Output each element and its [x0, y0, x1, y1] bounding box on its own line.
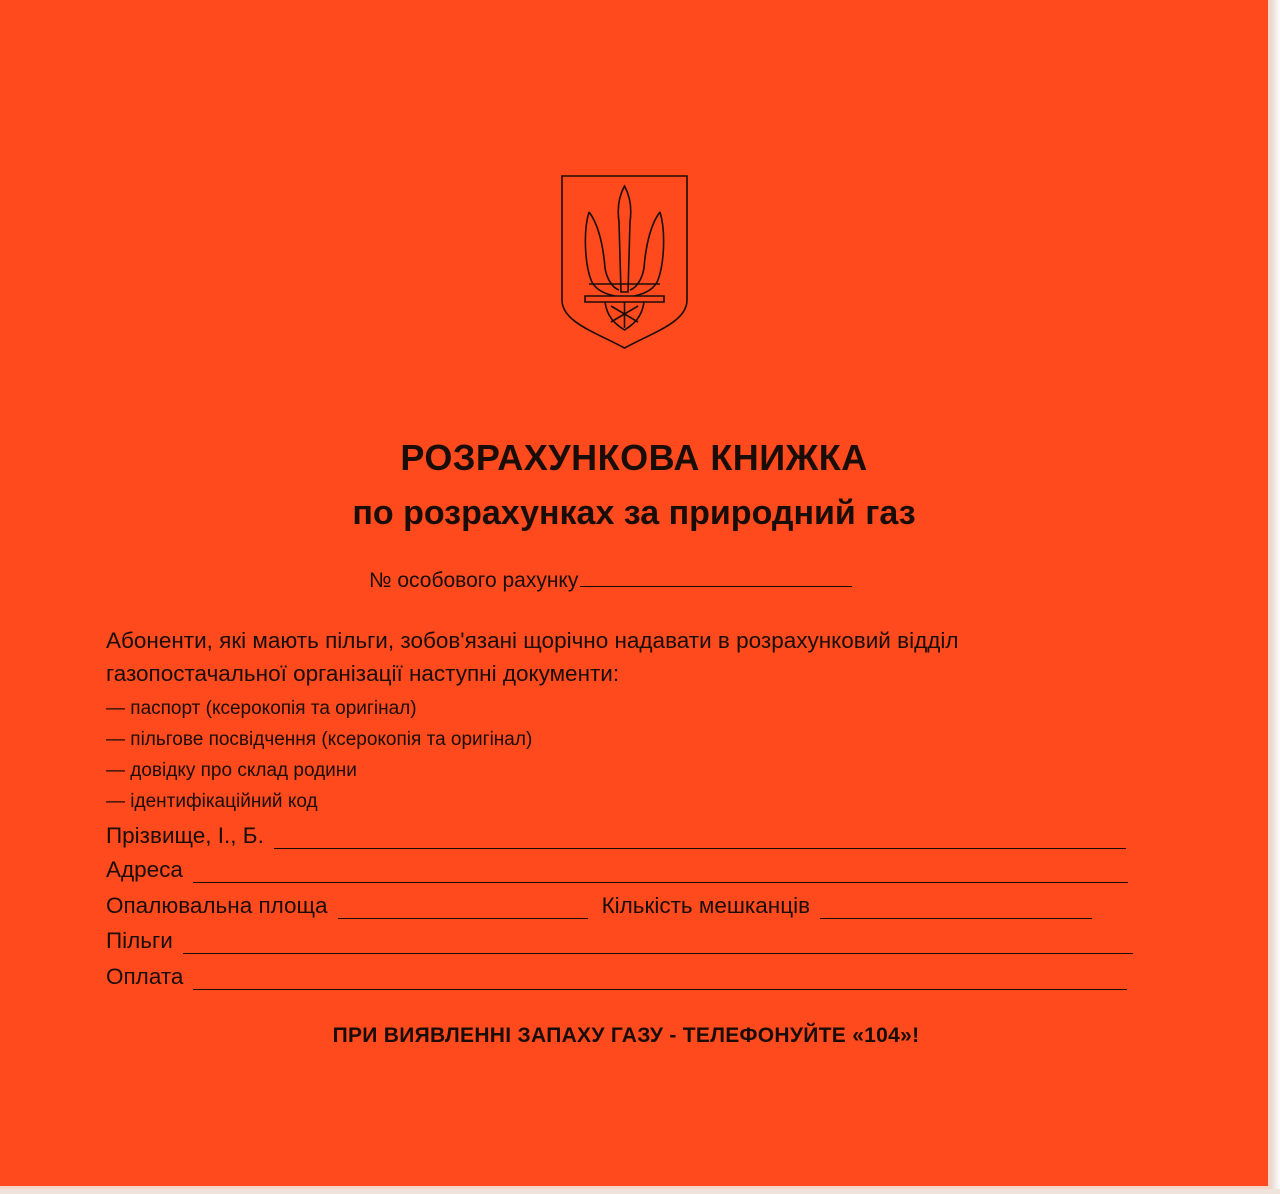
page-subtitle: по розрахунках за природний газ — [352, 494, 916, 532]
name-blank[interactable] — [274, 828, 1126, 849]
privileges-field — [106, 928, 1133, 954]
address-field — [106, 857, 1128, 883]
address-blank[interactable] — [193, 862, 1128, 883]
payment-blank[interactable] — [193, 969, 1127, 990]
name-field — [106, 823, 1126, 849]
residents-blank[interactable] — [820, 898, 1092, 919]
heated-area-label: Опалювальна площа — [106, 893, 328, 918]
gas-leak-warning: ПРИ ВИЯВЛЕННІ ЗАПАХУ ГАЗУ - ТЕЛЕФОНУЙТЕ «104»! — [332, 1024, 920, 1047]
payment-label: Оплата — [106, 964, 184, 989]
required-documents-list — [106, 693, 532, 817]
address-label: Адреса — [106, 857, 183, 882]
privileges-label: Пільги — [106, 928, 173, 953]
account-number-label: № особового рахунку — [369, 569, 579, 592]
heated-area-field — [106, 893, 1092, 919]
notice-line-1: Абоненти, які мають пільги, зобов'язані щорічно надавати в розрахунковий відділ — [106, 628, 959, 653]
account-number-field — [369, 567, 852, 593]
account-number-blank[interactable] — [580, 567, 852, 587]
trident-coat-of-arms-icon — [559, 172, 690, 350]
page-title: РОЗРАХУНКОВА КНИЖКА — [400, 437, 868, 478]
heated-area-blank[interactable] — [338, 898, 588, 919]
payment-field — [106, 964, 1127, 990]
residents-label: Кількість мешканців — [601, 893, 811, 918]
name-label: Прізвище, І., Б. — [106, 823, 264, 848]
notice-line-2: газопостачальної організації наступні документи: — [106, 661, 620, 686]
page-edge-right — [1271, 0, 1280, 1194]
privileges-blank[interactable] — [183, 933, 1133, 954]
list-item: — пільгове посвідчення (ксерокопія та оригінал) — [106, 729, 533, 750]
list-item: — довідку про склад родини — [106, 760, 357, 781]
notice-text — [106, 624, 1166, 690]
list-item: — ідентифікаційний код — [106, 791, 318, 812]
page-edge-bottom — [0, 1189, 1280, 1194]
list-item: — паспорт (ксерокопія та оригінал) — [106, 698, 417, 719]
